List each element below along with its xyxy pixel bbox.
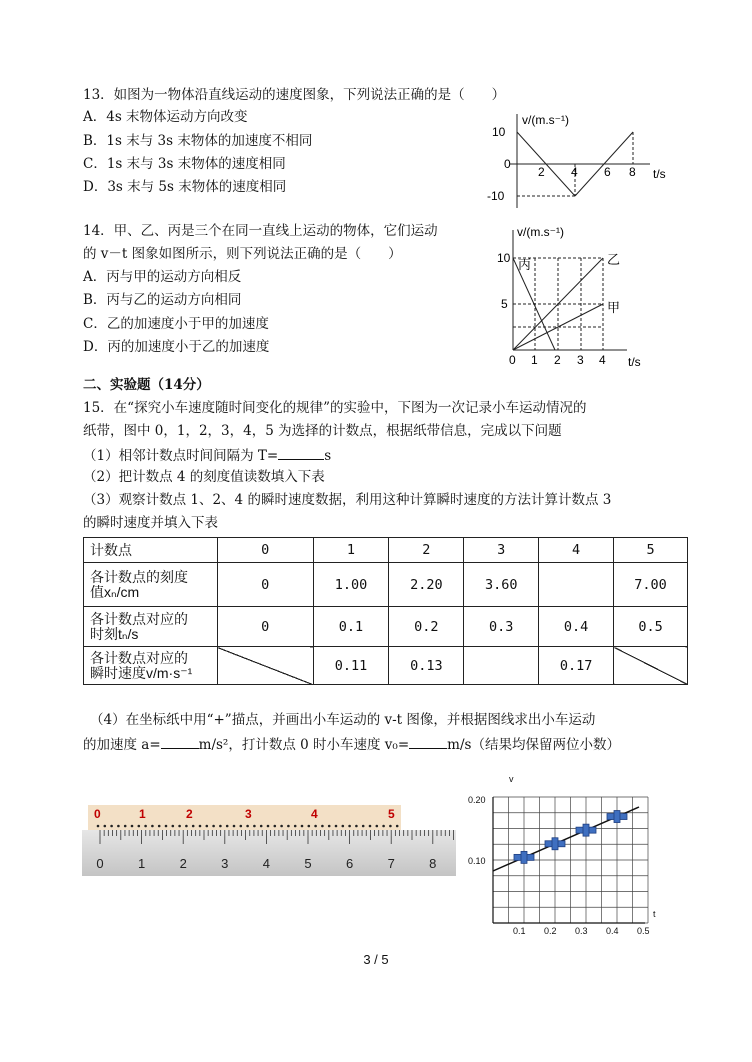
row2-label-a: 各计数点对应的 (90, 610, 188, 627)
q13-option-a: A．4s 末物体运动方向改变 (83, 109, 248, 125)
tape-dot (396, 825, 399, 828)
tape-dot (233, 825, 236, 828)
tape-dot (260, 825, 263, 828)
tape-dots (88, 805, 401, 831)
q14-ytick-5: 5 (501, 297, 508, 311)
tape-point-3: 3 (245, 807, 252, 821)
q15-line2: 纸带，图中 0，1，2，3，4，5 为选择的计数点，根据纸带信息，完成以下问题 (83, 423, 562, 439)
q13-xtick-8: 8 (629, 165, 636, 179)
q15-ylabel: v (509, 775, 514, 784)
row1-cell-2: 2.20 (389, 563, 464, 607)
tape-dot (206, 825, 209, 828)
table-row-time (84, 607, 688, 647)
initial-velocity-blank[interactable] (409, 734, 447, 749)
row1-label (84, 563, 218, 607)
q14-option-b: B．丙与乙的运动方向相同 (83, 292, 242, 308)
row1-cell-3: 3.60 (464, 563, 539, 607)
q15-sub4-v-unit: m/s（结果均保留两位小数） (447, 737, 620, 753)
q15-vt-grid-graph (465, 775, 665, 940)
row1-label-b: 值xₙ/cm (90, 583, 140, 600)
tape-dot (328, 825, 331, 828)
row2-cell-5: 0.5 (614, 607, 688, 647)
q15-sub4-a-unit: m/s²，打计数点 0 时小车速度 v₀= (198, 737, 410, 753)
tape-dot (219, 825, 222, 828)
tape-dot (138, 825, 141, 828)
q14-option-c: C．乙的加速度小于甲的加速度 (83, 316, 269, 332)
q13-xlabel: t/s (653, 167, 666, 181)
q15-sub1-text: （1）相邻计数点时间间隔为 T= (83, 448, 279, 464)
tape-dot (226, 825, 229, 828)
q15-xtick-02: 0.2 (544, 926, 557, 936)
q14-stem-line2: 的 v－t 图象如图所示，则下列说法正确的是（ ） (83, 246, 402, 262)
q13-option-c: C．1s 末与 3s 末物体的速度相同 (83, 156, 286, 172)
q14-vt-graph (485, 222, 655, 372)
tape-point-0: 0 (94, 807, 101, 821)
table-header-row (84, 538, 688, 563)
q13-vt-graph (470, 110, 680, 210)
q15-sub3-line1: （3）观察计数点 1、2、4 的瞬时速度数据，利用这种计算瞬时速度的方法计算计数点 3 (83, 492, 612, 508)
q14-xtick-4: 4 (599, 353, 606, 367)
tape-dot (253, 825, 256, 828)
plot-plus-marker (607, 811, 627, 823)
q14-ylabel: v/(m.s⁻¹) (517, 225, 564, 239)
q15-xtick-01: 0.1 (513, 926, 526, 936)
tape-dot (287, 825, 290, 828)
row1-cell-0: 0 (217, 563, 313, 607)
tape-dot (151, 825, 154, 828)
tape-dot (335, 825, 338, 828)
q14-label-bing: 丙 (518, 257, 532, 272)
q15-sub4-a-text: 的加速度 a= (83, 737, 161, 753)
plot-plus-marker (514, 851, 534, 863)
plot-plus-marker (576, 824, 596, 836)
q15-sub2: （2）把计数点 4 的刻度值读数填入下表 (83, 469, 325, 485)
tape-dot (348, 825, 351, 828)
tape-dot (308, 825, 311, 828)
q15-ytick-010: 0.10 (468, 856, 486, 866)
tape-dot (158, 825, 161, 828)
q13-xtick-4: 4 (571, 165, 578, 179)
tape-dot (97, 825, 100, 828)
tape-dot (144, 825, 147, 828)
row2-label (84, 607, 218, 647)
tape-dot (240, 825, 243, 828)
q15-xlabel: t (653, 909, 656, 919)
ruler-num-6: 6 (345, 856, 354, 871)
tape-dot (178, 825, 181, 828)
row3-label (84, 647, 218, 685)
q15-sub1 (83, 445, 331, 465)
tape-dot (280, 825, 283, 828)
q15-sub4-line2 (83, 734, 620, 754)
row3-label-b: 瞬时速度v/m·s⁻¹ (90, 664, 193, 681)
header-col-2: 2 (389, 538, 464, 563)
header-col-3: 3 (464, 538, 539, 563)
header-label: 计数点 (84, 538, 218, 563)
q14-xtick-0: 0 (509, 353, 516, 367)
acceleration-blank[interactable] (161, 734, 199, 749)
row3-cell-5-crossed (614, 647, 688, 685)
q14-ytick-10: 10 (497, 251, 511, 265)
tape-dot (274, 825, 277, 828)
q15-xtick-04: 0.4 (606, 926, 619, 936)
q14-xlabel: t/s (628, 355, 641, 369)
row1-label-a: 各计数点的刻度 (90, 568, 188, 585)
tape-dot (382, 825, 385, 828)
tape-point-4: 4 (311, 807, 318, 821)
q13-ylabel: v/(m.s⁻¹) (522, 113, 569, 127)
ruler-num-7: 7 (387, 856, 395, 871)
ruler-num-4: 4 (262, 856, 271, 871)
row3-cell-1: 0.11 (313, 647, 389, 685)
plot-plus-marker (545, 838, 565, 850)
q13-ytick-0: 0 (504, 157, 511, 171)
row2-cell-4: 0.4 (539, 607, 614, 647)
q15-sub4-line1: （4）在坐标纸中用“+”描点，并画出小车运动的 v-t 图像，并根据图线求出小车运动 (90, 712, 596, 728)
row1-cell-1: 1.00 (313, 563, 389, 607)
tape-dot (301, 825, 304, 828)
tape-dot (185, 825, 188, 828)
q13-xtick-2: 2 (538, 165, 545, 179)
tape-dot (199, 825, 202, 828)
tape-dot (172, 825, 175, 828)
ruler-num-3: 3 (221, 856, 229, 871)
tape-dot (355, 825, 358, 828)
row2-cell-0: 0 (217, 607, 313, 647)
row1-cell-4-blank[interactable] (539, 563, 614, 607)
tape-dot (267, 825, 270, 828)
tape-dot (342, 825, 345, 828)
q14-xtick-2: 2 (554, 353, 561, 367)
tape-dot (110, 825, 113, 828)
tape-dot (294, 825, 297, 828)
row2-label-b: 时刻tₙ/s (90, 625, 139, 642)
tape-dot (376, 825, 379, 828)
tape-dot (117, 825, 120, 828)
tape-dot (124, 825, 127, 828)
header-col-0: 0 (217, 538, 313, 563)
tape-point-5: 5 (388, 807, 395, 821)
q14-label-jia: 甲 (607, 300, 621, 315)
q13-xtick-6: 6 (604, 165, 611, 179)
row3-label-a: 各计数点对应的 (90, 649, 188, 666)
q14-option-a: A．丙与甲的运动方向相反 (83, 269, 242, 285)
row3-cell-3-blank[interactable] (464, 647, 539, 685)
ruler-num-8: 8 (429, 856, 437, 871)
tape-dot (362, 825, 365, 828)
tape-point-2: 2 (186, 807, 193, 821)
tape-point-1: 1 (139, 807, 146, 821)
header-col-5: 5 (614, 538, 688, 563)
row1-cell-5: 7.00 (614, 563, 688, 607)
tape-dot (165, 825, 168, 828)
tape-dot (369, 825, 372, 828)
q15-ytick-020: 0.20 (468, 795, 486, 805)
row2-cell-3: 0.3 (464, 607, 539, 647)
ruler-num-5: 5 (304, 856, 312, 871)
row2-cell-2: 0.2 (389, 607, 464, 647)
q15-sub3-line2: 的瞬时速度并填入下表 (83, 515, 218, 531)
table-row-velocity (84, 647, 688, 685)
ruler (82, 830, 456, 876)
row2-cell-1: 0.1 (313, 607, 389, 647)
q13-option-d: D．3s 末与 5s 末物体的速度相同 (83, 179, 287, 195)
tape-dot (131, 825, 134, 828)
section-title: 二、实验题（14分） (83, 377, 210, 393)
q15-line1: 15．在“探究小车速度随时间变化的规律”的实验中，下图为一次记录小车运动情况的 (83, 400, 587, 416)
q13-ytick-10: 10 (492, 125, 506, 139)
table-row-position (84, 563, 688, 607)
q13-ytick-m10: -10 (487, 189, 505, 203)
page-number: 3 / 5 (363, 952, 389, 967)
ruler-num-0: 0 (96, 856, 104, 871)
tape-dot (192, 825, 195, 828)
ruler-num-1: 1 (137, 856, 146, 871)
tape-dot (246, 825, 249, 828)
ruler-num-2: 2 (179, 856, 187, 871)
q15-period-blank[interactable] (278, 445, 324, 460)
q13-stem: 13．如图为一物体沿直线运动的速度图象，下列说法正确的是（ ） (83, 87, 506, 103)
tape-dot (389, 825, 392, 828)
q14-label-yi: 乙 (607, 252, 621, 267)
q14-xtick-1: 1 (531, 353, 538, 367)
tape-dot (321, 825, 324, 828)
header-col-1: 1 (313, 538, 389, 563)
q14-stem-line1: 14．甲、乙、丙是三个在同一直线上运动的物体，它们运动 (83, 223, 438, 239)
header-col-4: 4 (539, 538, 614, 563)
q14-option-d: D．丙的加速度小于乙的加速度 (83, 339, 270, 355)
tape-dot (314, 825, 317, 828)
q15-xtick-03: 0.3 (575, 926, 588, 936)
row3-cell-4: 0.17 (539, 647, 614, 685)
q13-option-b: B．1s 末与 3s 末物体的加速度不相同 (83, 133, 313, 149)
row3-cell-2: 0.13 (389, 647, 464, 685)
tape-dot (104, 825, 107, 828)
q15-sub1-unit: s (324, 448, 332, 464)
tape-dot (212, 825, 215, 828)
q14-xtick-3: 3 (577, 353, 584, 367)
row3-cell-0-crossed (217, 647, 313, 685)
q15-xtick-05: 0.5 (637, 926, 650, 936)
q15-data-table (83, 537, 688, 685)
